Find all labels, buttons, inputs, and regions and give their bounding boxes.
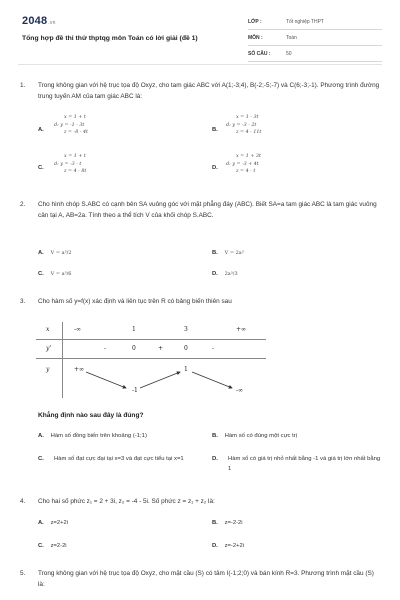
equation-line: d: y = -3 + 4t — [226, 161, 259, 167]
increasing-arrow — [140, 372, 180, 388]
option-letter: D. — [212, 543, 218, 549]
question-text: Trong không gian với hệ trục tọa độ Oxyz, cho mặt cầu (S) có tâm I(-1;2;0) và bán kính R=3. Phương trình mặt cầu (S) là: — [38, 570, 374, 588]
option-letter: C. — [38, 543, 44, 549]
q2-option-d[interactable] — [212, 271, 238, 277]
q1-option-d-system — [226, 153, 261, 176]
option-letter: B. — [212, 520, 218, 526]
derivative-sign: - — [104, 345, 107, 352]
q3-option-d[interactable] — [212, 455, 384, 474]
option-value: V = a³/2 — [50, 250, 72, 256]
q1-option-a-system — [54, 114, 88, 137]
option-value: V = 2a³ — [224, 250, 244, 256]
q3-option-b[interactable] — [212, 432, 382, 442]
derivative-sign: - — [212, 345, 215, 352]
option-letter: D. — [212, 271, 218, 277]
question-text: Cho hình chóp S.ABC có cạnh bên SA vuông góc với mặt phẳng đáy (ABC). Biết SA=a tam giác ABC là tam giác vuông cân tại A, AB=2a. Tính theo a thể tích V của khối chóp S.ABC. — [38, 201, 377, 219]
option-value: Hàm số có giá trị nhỏ nhất bằng -1 và giá trị lớn nhất bằng 1 — [228, 456, 381, 472]
meta-key: MÔN : — [248, 34, 263, 41]
derivative-sign: + — [158, 345, 164, 352]
decreasing-arrow — [86, 372, 126, 388]
meta-value: Tốt nghiệp THPT — [286, 18, 324, 25]
option-value: 2a³/3 — [224, 271, 238, 277]
function-value: -∞ — [236, 387, 244, 394]
derivative-sign: 0 — [184, 345, 188, 352]
q1-option-a[interactable] — [38, 127, 49, 133]
equation-line: x = 1 - 3t — [236, 115, 259, 120]
header-divider — [18, 64, 382, 65]
function-value: +∞ — [74, 366, 85, 373]
equation-line: d: y = -3 - 2t — [226, 122, 257, 128]
q2-option-b[interactable] — [212, 250, 244, 256]
equation-line: d: y = -3 - t — [54, 161, 82, 167]
meta-key: LỚP : — [248, 18, 262, 25]
q1-option-b-system — [226, 114, 261, 137]
question-3 — [20, 296, 380, 307]
option-value: Hàm số đồng biến trên khoảng (-1;1) — [50, 433, 147, 439]
option-letter: A. — [38, 250, 44, 256]
option-letter: C. — [38, 271, 44, 277]
q2-option-a[interactable] — [38, 250, 71, 256]
option-letter: D. — [212, 165, 218, 171]
option-value: z=-2+2i — [224, 543, 244, 549]
question-number: 1. — [20, 82, 26, 89]
question-text: Trong không gian với hệ trục tọa độ Oxyz, cho tam giác ABC với A(1;-3;4), B(-2;-5;-7) và C(6;-3;-1). Phương trình đường trung tuyến AM của tam giác ABC là: — [38, 82, 380, 100]
header — [18, 10, 382, 62]
x-value: -∞ — [74, 326, 82, 333]
q1-option-b[interactable] — [212, 127, 223, 133]
equation-line: x = 1 + 3t — [236, 154, 261, 159]
question-number: 2. — [20, 201, 26, 208]
option-letter: A. — [38, 520, 44, 526]
question-4 — [20, 496, 380, 507]
q2-option-c[interactable] — [38, 271, 71, 277]
question-3-statement: Khẳng định nào sau đây là đúng? — [38, 412, 144, 419]
variation-table — [36, 318, 266, 400]
question-number: 4. — [20, 498, 26, 505]
q4-option-b[interactable] — [212, 520, 243, 526]
option-letter: B. — [212, 127, 218, 133]
question-number: 3. — [20, 298, 26, 305]
equation-line: x = 1 + t — [64, 115, 86, 120]
x-value: 3 — [184, 326, 188, 333]
meta-table — [248, 14, 382, 62]
meta-value: Toán — [286, 34, 297, 41]
meta-row-count — [248, 46, 382, 62]
q3-option-a[interactable] — [38, 432, 203, 442]
question-number: 5. — [20, 570, 26, 577]
meta-key: SỐ CÂU : — [248, 50, 271, 57]
equation-line: z = -8 - 4t — [64, 130, 88, 135]
x-value: 1 — [132, 326, 136, 333]
option-value: z=-2-2i — [224, 520, 243, 526]
q1-option-c-system — [54, 153, 86, 176]
option-letter: C. — [38, 456, 44, 462]
decreasing-arrow — [192, 372, 232, 388]
question-2 — [20, 199, 380, 221]
document-title: Tổng hợp đề thi thử thptqg môn Toán có lời giải (đề 1) — [22, 35, 198, 42]
question-1 — [20, 80, 380, 102]
option-letter: A. — [38, 433, 44, 439]
equation-line: z = 4 - t — [236, 169, 256, 174]
q4-option-a[interactable] — [38, 520, 68, 526]
x-label: x — [46, 326, 50, 333]
derivative-sign: 0 — [132, 345, 136, 352]
option-value: z=2+2i — [50, 520, 69, 526]
site-logo[interactable]: 2048.vn — [22, 15, 56, 27]
equation-line: x = 1 + t — [64, 154, 86, 159]
question-text: Cho hàm số y=f(x) xác định và liên tục trên R có bảng biến thiên sau — [38, 298, 232, 305]
meta-row-subject — [248, 30, 382, 46]
option-value: Hàm số có đúng một cực trị — [224, 433, 298, 439]
option-value: z=2-2i — [50, 543, 67, 549]
equation-line: z = 4 - 8t — [64, 169, 87, 174]
meta-value: 50 — [286, 50, 292, 57]
equation-line: z = 4 - 11t — [236, 130, 262, 135]
option-value: Hàm số đạt cực đại tại x=3 và đạt cực tiểu tại x=1 — [54, 456, 184, 462]
function-value: 1 — [184, 366, 188, 373]
equation-line: d: y = -1 - 3t — [54, 122, 85, 128]
derivative-label: y' — [46, 345, 52, 352]
option-letter: D. — [212, 456, 218, 462]
q4-option-c[interactable] — [38, 543, 67, 549]
function-label: y — [46, 366, 50, 373]
question-5 — [20, 568, 380, 590]
option-letter: C. — [38, 165, 44, 171]
meta-row-class — [248, 14, 382, 30]
x-value: +∞ — [236, 326, 247, 333]
q1-option-c[interactable] — [38, 165, 49, 171]
option-value: V = a³/6 — [50, 271, 72, 277]
question-text: Cho hai số phức z₁ = 2 + 3i, z₂ = -4 - 5i. Số phức z = z₁ + z₂ là: — [38, 498, 215, 505]
q4-option-d[interactable] — [212, 543, 244, 549]
q1-option-d[interactable] — [212, 165, 223, 171]
function-value: -1 — [132, 387, 138, 394]
option-letter: A. — [38, 127, 44, 133]
q3-option-c[interactable] — [38, 455, 206, 465]
option-letter: B. — [212, 433, 218, 439]
variation-arrows — [36, 318, 266, 400]
option-letter: B. — [212, 250, 218, 256]
